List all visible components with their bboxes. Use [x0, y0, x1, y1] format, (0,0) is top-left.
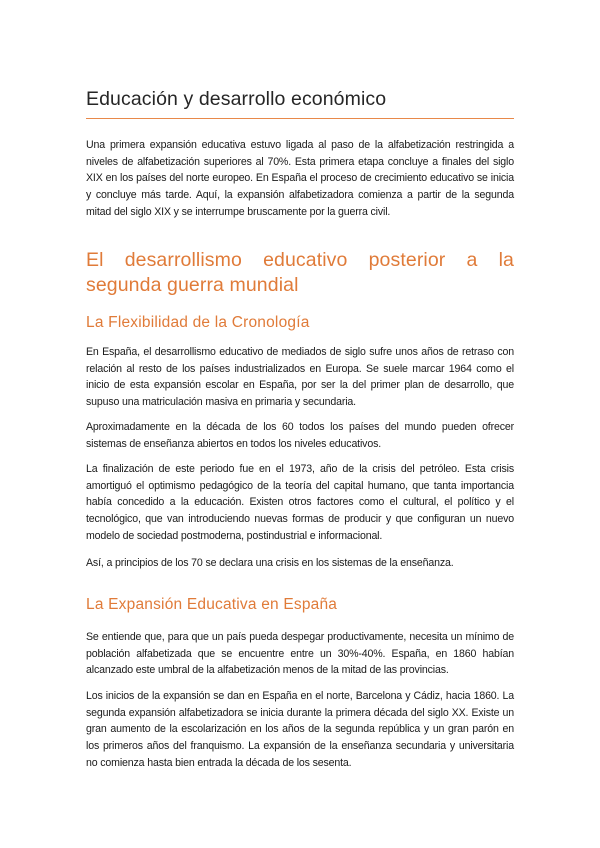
subsection-heading-cronologia: La Flexibilidad de la Cronología: [86, 314, 310, 331]
paragraph: Los inicios de la expansión se dan en España en el norte, Barcelona y Cádiz, hacia 1860. La segunda expansión alfabetizadora se inicia durante la primera década del siglo XX. Existe un gran aumento de la escolarización en los años de la segunda república y un gran parón en los primeros años del franquismo. La expansión de la enseñanza secundaria y universitaria no comienza hasta bien entrada la década de los sesenta.: [86, 690, 514, 769]
title-underline: [86, 118, 514, 119]
paragraph: La finalización de este periodo fue en el 1973, año de la crisis del petróleo. Esta crisis amortiguó el optimismo pedagógico de la teoría del capital humano, que tanta importancia había concedido a la educación. Existen otros factores como el cultural, el político y el tecnológico, que van introduciendo nuevas formas de producir y que configuran un nuevo modelo de sociedad postmoderna, postindustrial e informacional.: [86, 463, 514, 542]
subsection-heading-expansion: La Expansión Educativa en España: [86, 596, 338, 613]
paragraph: Se entiende que, para que un país pueda despegar productivamente, necesita un mínimo de población alfabetizada que se encuentre entre un 30%-40%. España, en 1860 habían alcanzado este umbral de la alfabetización menos de la mitad de las provincias.: [86, 631, 514, 677]
paragraph: En España, el desarrollismo educativo de mediados de siglo sufre unos años de retraso con relación al resto de los países industrializados en Europa. Se suele marcar 1964 como el inicio de esta expansión escolar en España, por ser la del primer plan de desarrollo, que supuso una matriculación masiva en primaria y secundaria.: [86, 346, 514, 409]
paragraph: Aproximadamente en la década de los 60 todos los países del mundo pueden ofrecer sistemas de enseñanza abiertos en todos los niveles educativos.: [86, 421, 514, 450]
paragraph: Así, a principios de los 70 se declara una crisis en los sistemas de la enseñanza.: [86, 557, 454, 569]
section-heading: El desarrollismo educativo posterior a la segunda guerra mundial: [86, 249, 514, 296]
document-title: Educación y desarrollo económico: [86, 88, 387, 110]
intro-paragraph: Una primera expansión educativa estuvo ligada al paso de la alfabetización restringida a niveles de alfabetización superiores al 70%. Esta primera etapa concluye a finales del siglo XIX en los países del norte europeo. En España el proceso de crecimiento educativo se inicia y concluye más tarde. Aquí, la expansión alfabetizadora comienza a partir de la segunda mitad del siglo XIX y se interrumpe bruscamente por la guerra civil.: [86, 139, 514, 218]
